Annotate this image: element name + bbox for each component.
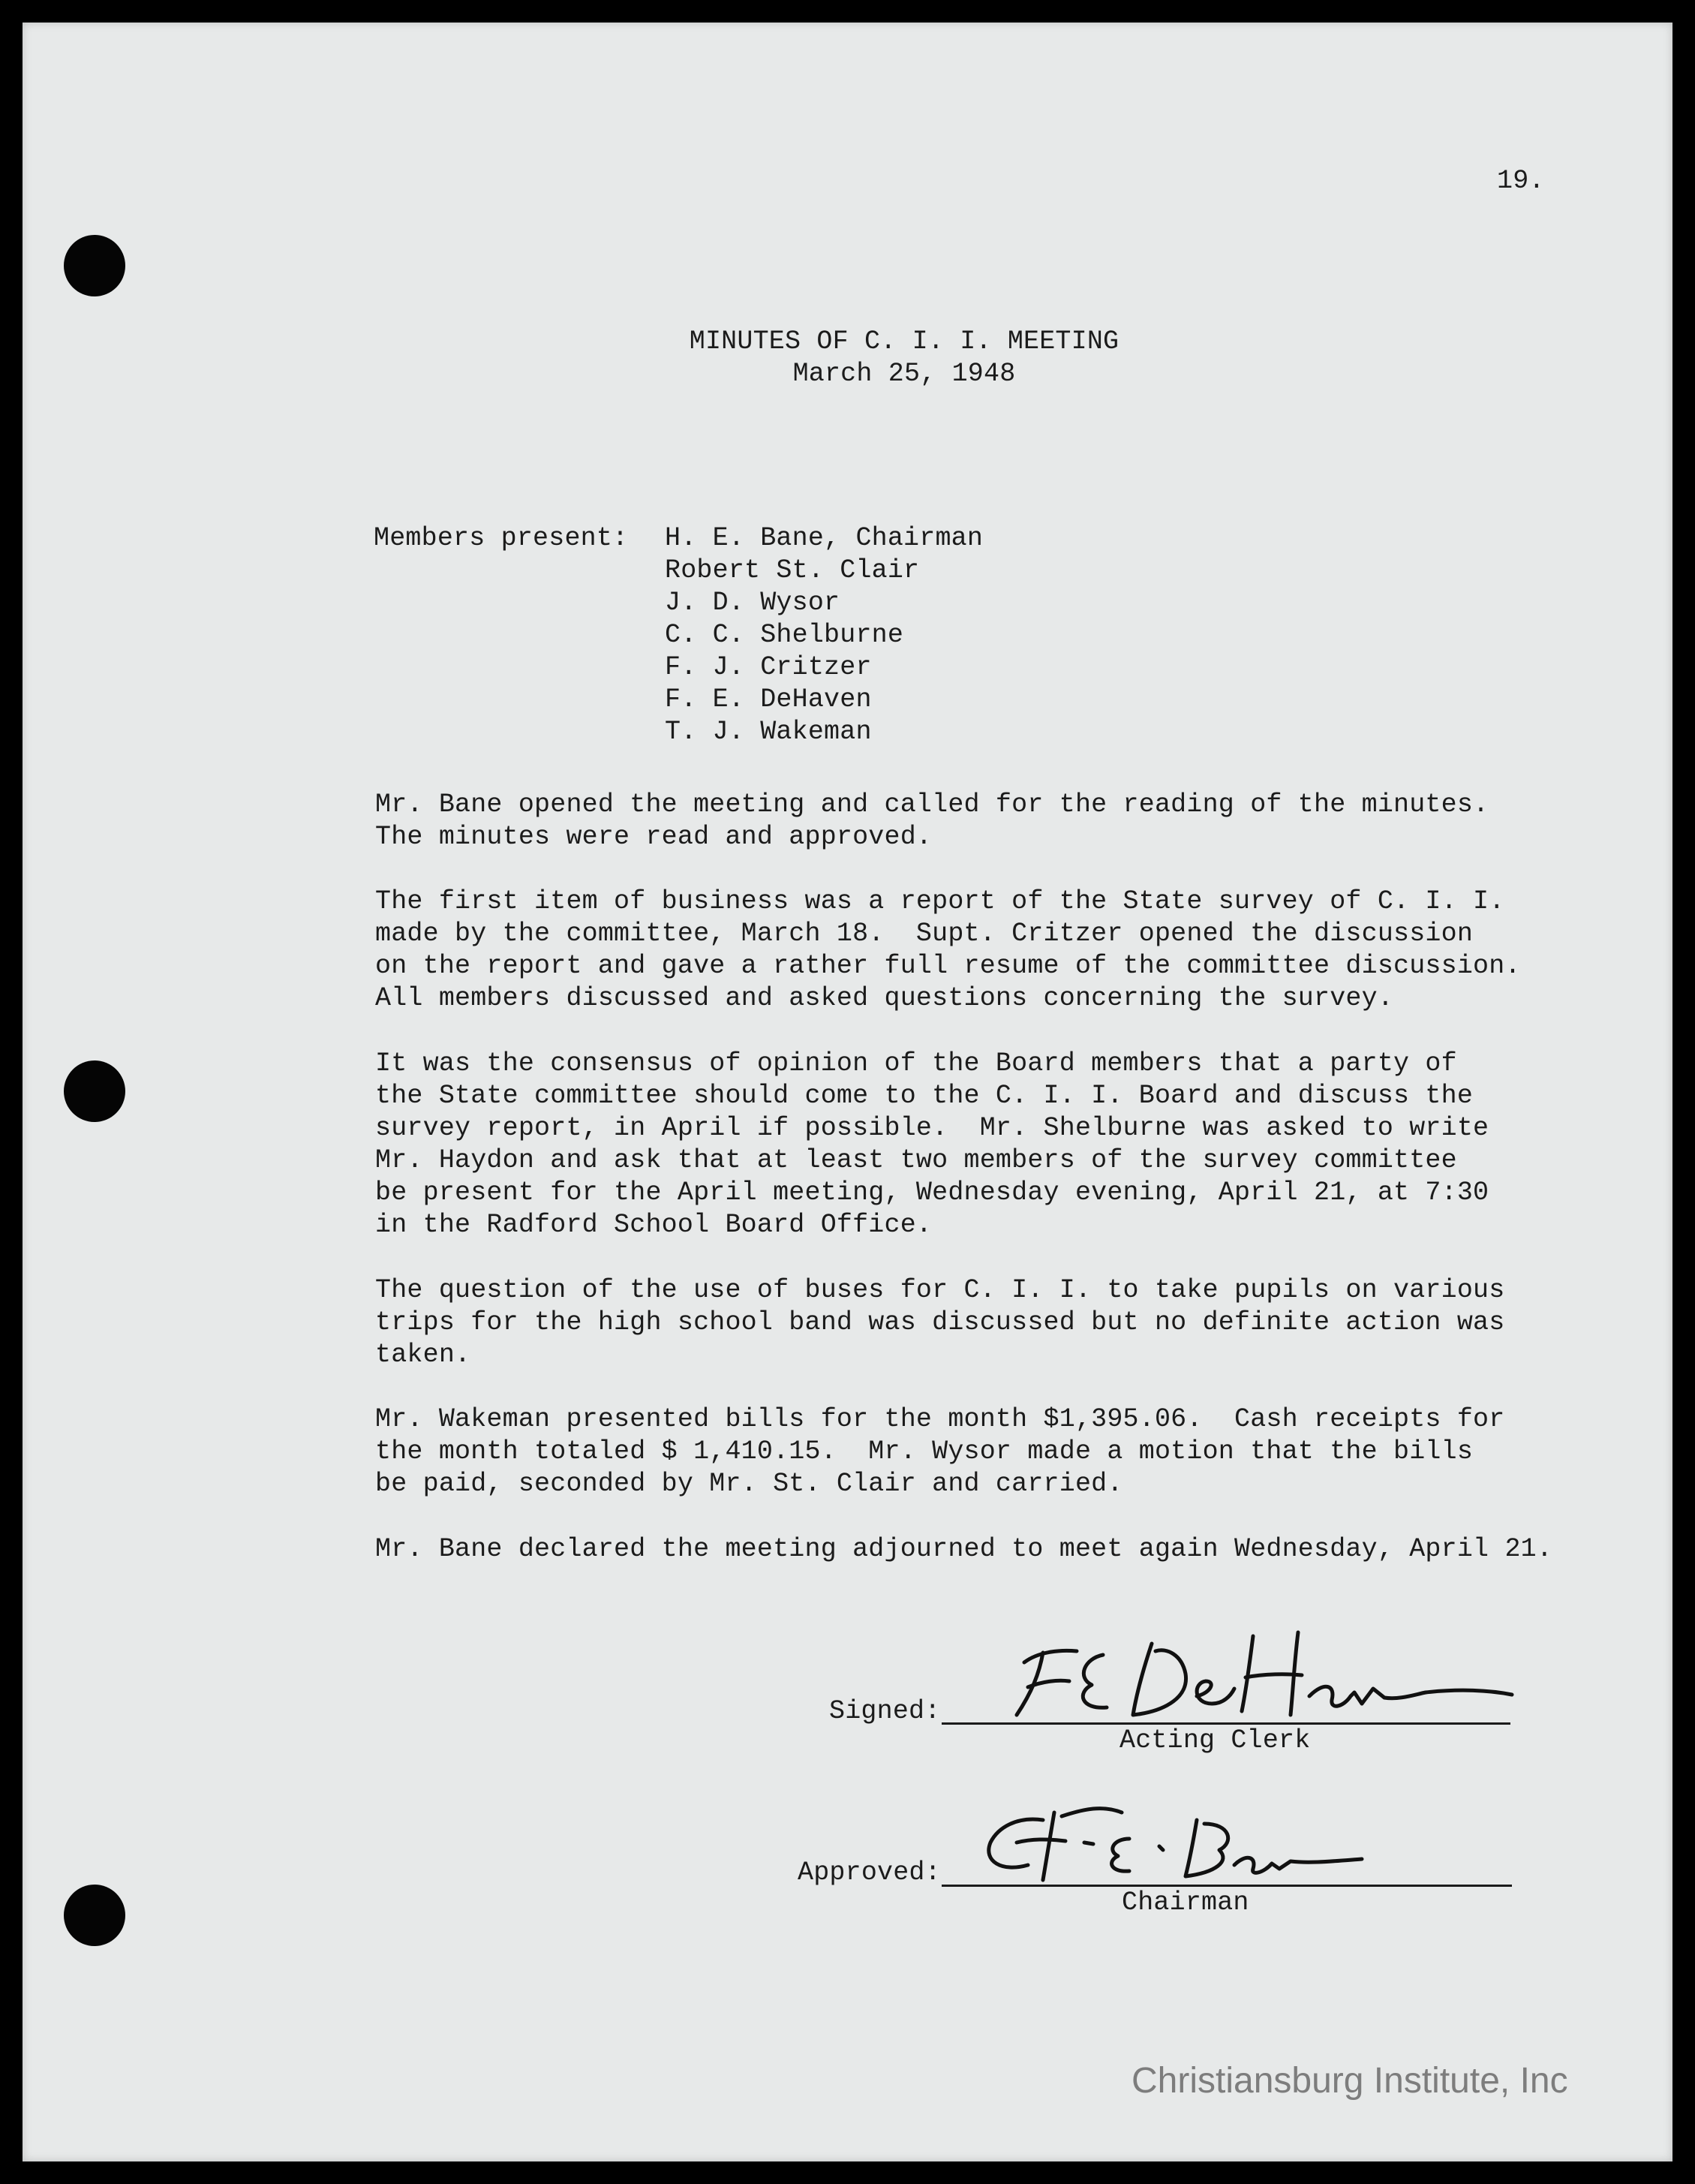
- paragraph-line: be paid, seconded by Mr. St. Clair and carried.: [375, 1469, 1123, 1499]
- paragraph-line: Mr. Haydon and ask that at least two members of the survey committee: [375, 1145, 1457, 1175]
- member-name: H. E. Bane, Chairman: [665, 523, 984, 553]
- paragraph-line: be present for the April meeting, Wednesday evening, April 21, at 7:30: [375, 1178, 1489, 1208]
- punch-hole-middle: [64, 1060, 125, 1122]
- member-name: F. E. DeHaven: [665, 684, 872, 714]
- paragraph-line: in the Radford School Board Office.: [375, 1210, 933, 1240]
- punch-hole-bottom: [64, 1885, 125, 1946]
- member-name: C. C. Shelburne: [665, 620, 904, 650]
- paragraph-line: trips for the high school band was discussed but no definite action was: [375, 1307, 1505, 1337]
- member-name: Robert St. Clair: [665, 555, 920, 585]
- watermark: Christiansburg Institute, Inc: [1132, 2061, 1568, 2101]
- paragraph-line: survey report, in April if possible. Mr. Shelburne was asked to write: [375, 1113, 1489, 1143]
- paragraph-line: Mr. Bane opened the meeting and called for the reading of the minutes.: [375, 790, 1489, 820]
- member-name: J. D. Wysor: [665, 588, 840, 618]
- member-name: T. J. Wakeman: [665, 717, 872, 747]
- document-title: MINUTES OF C. I. I. MEETING: [689, 326, 1119, 356]
- paragraph-line: taken.: [375, 1340, 471, 1370]
- paragraph-line: Mr. Bane declared the meeting adjourned to meet again Wednesday, April 21.: [375, 1534, 1553, 1564]
- paragraph-line: All members discussed and asked questions concerning the survey.: [375, 983, 1394, 1013]
- paragraph-line: the State committee should come to the C. I. I. Board and discuss the: [375, 1081, 1474, 1111]
- paragraph-line: It was the consensus of opinion of the Board members that a party of: [375, 1048, 1457, 1078]
- member-name: F. J. Critzer: [665, 652, 872, 682]
- paragraph-line: Mr. Wakeman presented bills for the month $1,395.06. Cash receipts for: [375, 1404, 1505, 1434]
- signature-bane: [972, 1797, 1392, 1888]
- signed-label: Signed:: [829, 1696, 941, 1726]
- paragraph-line: on the report and gave a rather full resume of the committee discussion.: [375, 951, 1521, 981]
- document-page: [23, 23, 1672, 2161]
- signed-title: Acting Clerk: [1119, 1725, 1311, 1755]
- approved-label: Approved:: [798, 1858, 941, 1888]
- paragraph-line: the month totaled $ 1,410.15. Mr. Wysor made a motion that the bills: [375, 1436, 1474, 1467]
- document-date: March 25, 1948: [792, 359, 1016, 389]
- paragraph-line: The first item of business was a report of the State survey of C. I. I.: [375, 886, 1505, 916]
- paragraph-line: made by the committee, March 18. Supt. Critzer opened the discussion: [375, 919, 1474, 949]
- signature-dehaven: [994, 1621, 1534, 1726]
- punch-hole-top: [64, 235, 125, 296]
- approved-title: Chairman: [1122, 1888, 1249, 1918]
- paragraph-line: The minutes were read and approved.: [375, 822, 933, 852]
- page-number: 19.: [1497, 166, 1545, 196]
- paragraph-line: The question of the use of buses for C. I. I. to take pupils on various: [375, 1275, 1505, 1305]
- members-label: Members present:: [374, 523, 629, 553]
